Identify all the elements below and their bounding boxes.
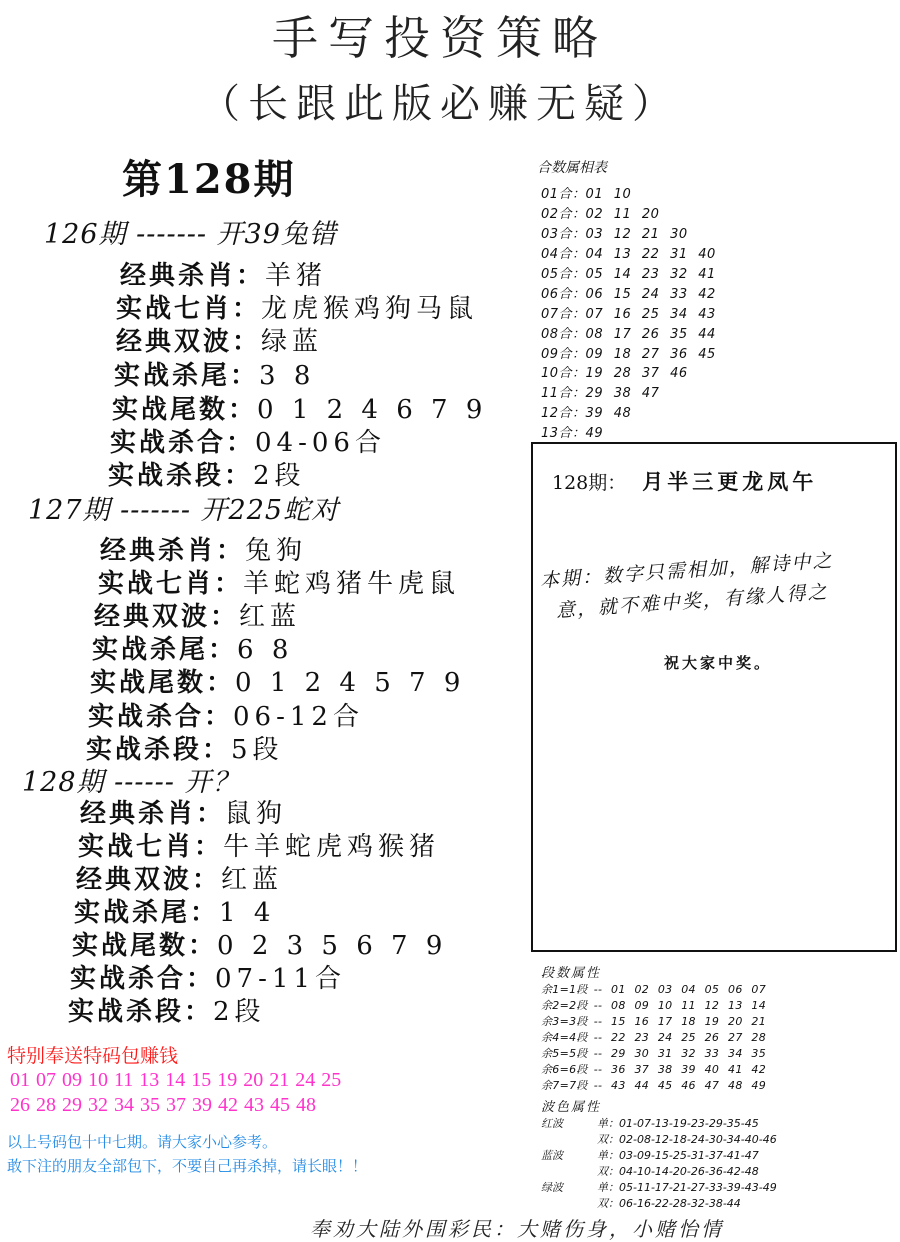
wave-row: 红波 单：01-07-13-19-23-29-35-45	[541, 1117, 759, 1130]
he-table-row: 07合：07 16 25 34 43	[541, 307, 716, 322]
segments-title: 段数属性	[541, 966, 602, 981]
poem-line: 本期：数字只需相加，解诗中之	[539, 549, 835, 592]
wave-row: 双：04-10-14-20-26-36-42-48	[597, 1165, 759, 1178]
he-table-row: 11合：29 38 47	[541, 386, 660, 401]
stat-row: 实战尾数：0 1 2 4 5 7 9	[90, 668, 466, 698]
period-heading-126: 126期 ------- 开39兔错	[44, 219, 337, 250]
he-table-title: 合数属相表	[537, 160, 607, 176]
period-heading-128: 128期 ------ 开？	[22, 767, 241, 798]
stat-row: 实战尾数：0 1 2 4 6 7 9	[112, 395, 488, 425]
stat-row: 实战杀段：5段	[86, 735, 284, 765]
segment-row: 余7=7段 -- 43 44 45 46 47 48 49	[541, 1079, 767, 1092]
wave-row: 绿波 单：05-11-17-21-27-33-39-43-49	[541, 1181, 777, 1194]
he-table-row: 01合：01 10	[541, 187, 632, 202]
stat-row: 实战杀尾：3 8	[114, 361, 316, 391]
stat-row: 实战杀尾：6 8	[92, 635, 294, 665]
segment-row: 余3=3段 -- 15 16 17 18 19 20 21	[541, 1015, 767, 1028]
he-table-row: 08合：08 17 26 35 44	[541, 327, 716, 342]
stat-row: 实战七肖：龙虎猴鸡狗马鼠	[116, 294, 479, 324]
he-table-row: 06合：06 15 24 33 42	[541, 287, 716, 302]
stat-row: 实战尾数：0 2 3 5 6 7 9	[72, 931, 448, 961]
poem-line: 意，就不难中奖，有缘人得之	[555, 580, 830, 622]
segment-row: 余1=1段 -- 01 02 03 04 05 06 07	[541, 983, 767, 996]
stat-row: 经典双波：红蓝	[76, 865, 284, 895]
he-table-row: 12合：39 48	[541, 406, 632, 421]
special-note-2: 敢下注的朋友全部包下，不要自己再杀掉，请长眼！！	[7, 1157, 368, 1175]
footer-slogan: 奉劝大陆外围彩民：大赌伤身，小赌怡情	[310, 1217, 724, 1241]
stat-row: 实战杀合：06-12合	[88, 702, 364, 732]
wave-row: 双：02-08-12-18-24-30-34-40-46	[597, 1133, 777, 1146]
stat-row: 经典杀肖：羊猪	[120, 261, 328, 291]
he-table-row: 10合：19 28 37 46	[541, 366, 688, 381]
he-table-row: 03合：03 12 21 30	[541, 227, 688, 242]
waves-title: 波色属性	[541, 1100, 602, 1115]
wave-row: 蓝波 单：03-09-15-25-31-37-41-47	[541, 1149, 759, 1162]
segment-row: 余5=5段 -- 29 30 31 32 33 34 35	[541, 1047, 767, 1060]
stat-row: 实战杀尾：1 4	[74, 898, 276, 928]
page-title: 手写投资策略	[272, 11, 608, 65]
wish-text: 祝大家中奖。	[664, 654, 773, 672]
stat-row: 经典杀肖：兔狗	[100, 536, 308, 566]
segment-row: 余2=2段 -- 08 09 10 11 12 13 14	[541, 999, 767, 1012]
stat-row: 经典双波：绿蓝	[116, 327, 324, 357]
stat-row: 实战杀合：07-11合	[70, 964, 346, 994]
segment-row: 余6=6段 -- 36 37 38 39 40 41 42	[541, 1063, 767, 1076]
period-heading-127: 127期 ------- 开225蛇对	[28, 495, 340, 526]
stat-row: 实战七肖：牛羊蛇虎鸡猴猪	[78, 832, 441, 862]
stat-row: 实战杀段：2段	[108, 461, 306, 491]
special-title: 特别奉送特码包赚钱	[7, 1045, 179, 1067]
he-table-row: 04合：04 13 22 31 40	[541, 247, 716, 262]
stat-row: 经典杀肖：鼠狗	[80, 799, 288, 829]
special-numbers-line2: 26 28 29 32 34 35 37 39 42 43 45 48	[10, 1094, 316, 1116]
wave-row: 双：06-16-22-28-32-38-44	[597, 1197, 741, 1210]
stat-row: 实战杀段：2段	[68, 997, 266, 1027]
stat-row: 实战杀合：04-06合	[110, 428, 386, 458]
page-subtitle: （长跟此版必赚无疑）	[200, 81, 680, 127]
he-table-row: 05合：05 14 23 32 41	[541, 267, 716, 282]
special-numbers-line1: 01 07 09 10 11 13 14 15 19 20 21 24 25	[10, 1069, 342, 1091]
issue-number: 第128期	[122, 156, 296, 203]
poem-box-header: 128期： 月半三更龙凤午	[552, 469, 818, 494]
special-note-1: 以上号码包十中七期。请大家小心参考。	[7, 1133, 278, 1151]
segment-row: 余4=4段 -- 22 23 24 25 26 27 28	[541, 1031, 767, 1044]
stat-row: 经典双波：红蓝	[94, 602, 302, 632]
he-table-row: 13合：49	[541, 426, 604, 441]
stat-row: 实战七肖：羊蛇鸡猪牛虎鼠	[98, 569, 461, 599]
poem-box	[531, 442, 897, 952]
he-table-row: 02合：02 11 20	[541, 207, 660, 222]
he-table-row: 09合：09 18 27 36 45	[541, 347, 716, 362]
